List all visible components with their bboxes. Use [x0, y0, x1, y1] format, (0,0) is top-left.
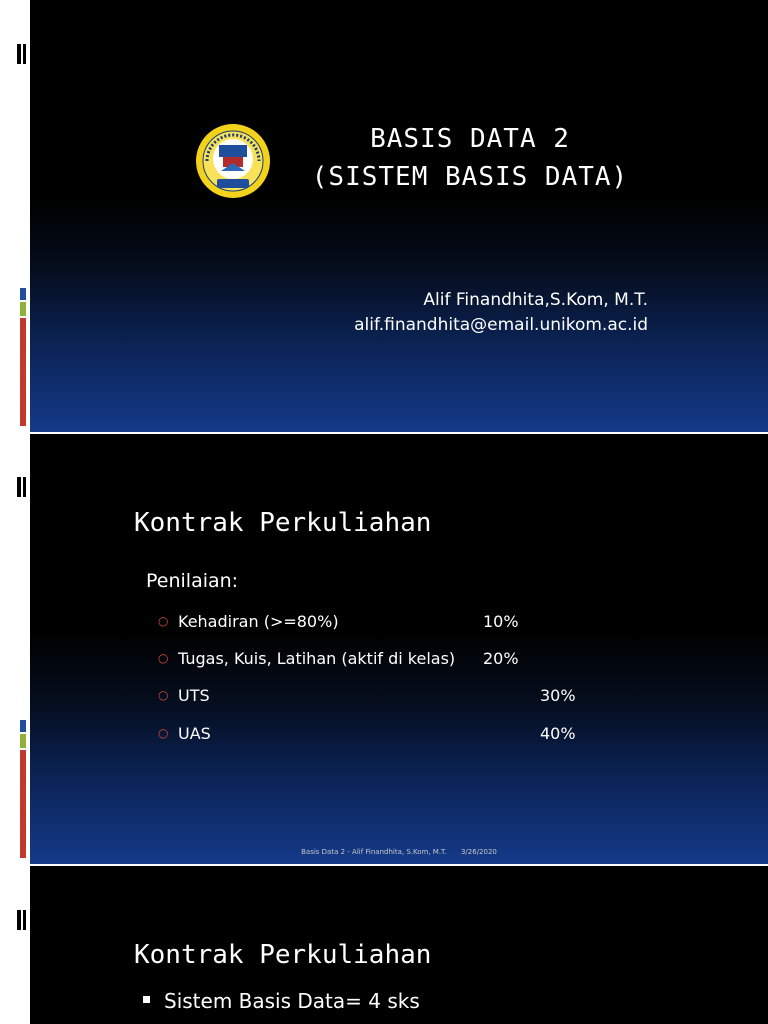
grade-value: 40%	[540, 724, 576, 743]
circle-bullet-icon: ○	[158, 688, 169, 702]
square-bullet-icon	[143, 996, 150, 1003]
grade-value: 20%	[483, 649, 519, 668]
list-item: Sistem Basis Data= 4 sks	[164, 989, 420, 1013]
slide-title	[30, 0, 768, 432]
list-item	[30, 724, 768, 754]
list-item	[30, 686, 768, 716]
footer-date: 3/26/2020	[460, 848, 497, 856]
slide-footer	[30, 848, 768, 856]
grade-item: Tugas, Kuis, Latihan (aktif di kelas)	[178, 649, 456, 668]
list-item	[30, 612, 768, 642]
left-margin	[0, 0, 30, 1024]
slide-heading: Kontrak Perkuliahan	[134, 508, 432, 538]
list-item	[30, 649, 768, 679]
unikom-logo-icon	[195, 123, 271, 199]
author-name: Alif Finandhita,S.Kom, M.T.	[423, 290, 648, 310]
slide-grading	[30, 434, 768, 864]
accent-bar-blue	[20, 288, 26, 300]
author-block	[354, 288, 648, 338]
accent-bar-red	[20, 318, 26, 426]
grade-item: Kehadiran (>=80%)	[178, 612, 339, 631]
circle-bullet-icon: ○	[158, 651, 169, 665]
slide-marker-icon	[23, 477, 26, 497]
slide-marker-icon	[23, 910, 26, 930]
grade-value: 30%	[540, 686, 576, 705]
slide-heading: Kontrak Perkuliahan	[134, 940, 432, 970]
author-email: alif.finandhita@email.unikom.ac.id	[354, 315, 648, 335]
accent-bar-blue	[20, 720, 26, 732]
circle-bullet-icon: ○	[158, 726, 169, 740]
accent-bar-red	[20, 750, 26, 858]
grade-item: UAS	[178, 724, 211, 743]
accent-bar-green	[20, 734, 26, 748]
footer-text: Basis Data 2 - Alif Finandhita, S.Kom, M.T.	[301, 848, 447, 856]
grade-value: 10%	[483, 612, 519, 631]
slide-marker-icon	[17, 44, 21, 64]
grade-item: UTS	[178, 686, 210, 705]
title-line-2: (SISTEM BASIS DATA)	[311, 162, 629, 192]
presentation-title	[300, 120, 640, 196]
slide-course-contract	[30, 866, 768, 1024]
slide-marker-icon	[23, 44, 26, 64]
grading-subheading: Penilaian:	[146, 570, 239, 592]
accent-bar-green	[20, 302, 26, 316]
slide-marker-icon	[17, 477, 21, 497]
title-line-1: BASIS DATA 2	[370, 124, 570, 154]
slide-marker-icon	[17, 910, 21, 930]
circle-bullet-icon: ○	[158, 614, 169, 628]
